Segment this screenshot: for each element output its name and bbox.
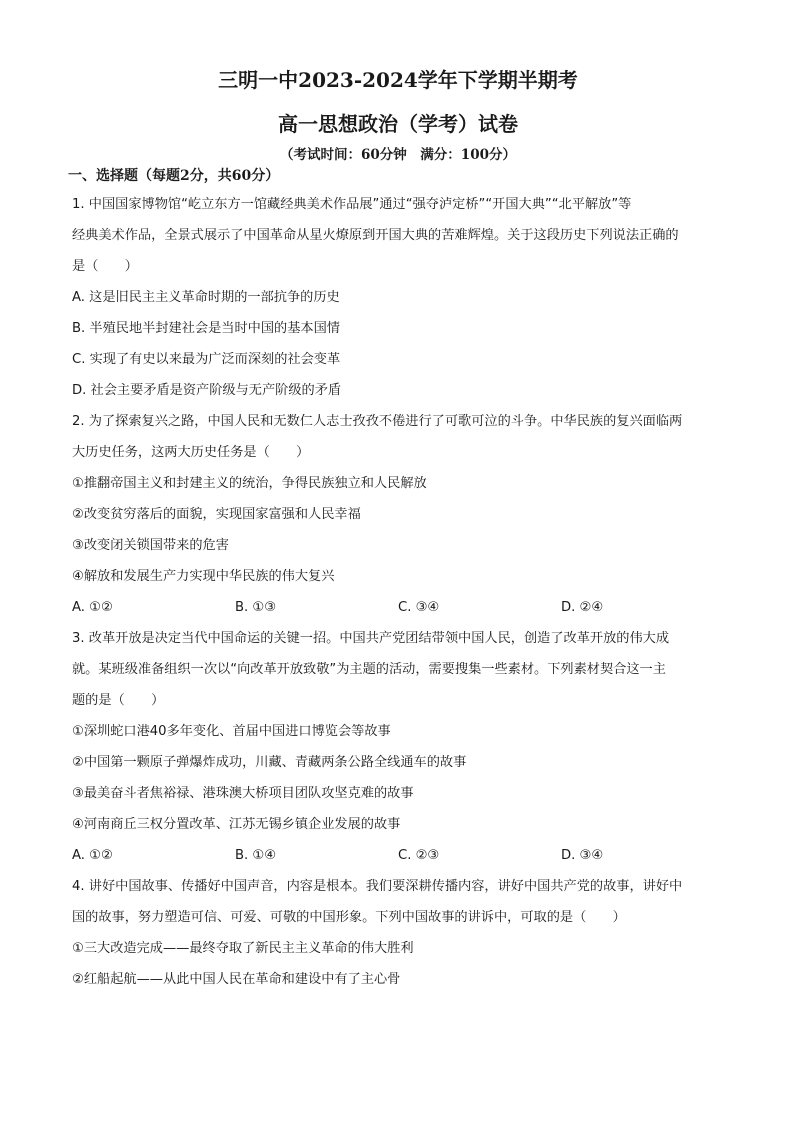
option-a: A. 这是旧民主主义革命时期的一部抗争的历史 <box>72 290 340 305</box>
statement-2: ②红船起航——从此中国人民在革命和建设中有了主心骨 <box>72 972 401 987</box>
question-3 <box>72 623 724 871</box>
question-stem-line: 4. 讲好中国故事、传播好中国声音，内容是根本。我们要深耕传播内容，讲好中国共产党的故事，讲好中 <box>72 879 683 894</box>
choice-a: A. ①② <box>72 848 113 863</box>
exam-title-school: 三明一中2023-2024学年下学期半期考 <box>218 68 578 92</box>
choice-b: B. ①③ <box>235 600 277 615</box>
answer-choices <box>72 592 724 623</box>
choice-b: B. ①④ <box>235 848 277 863</box>
statement-3: ③改变闭关锁国带来的危害 <box>72 538 229 553</box>
choice-d: D. ②④ <box>561 600 604 615</box>
option-d: D. 社会主要矛盾是资产阶级与无产阶级的矛盾 <box>72 383 342 398</box>
section-heading-choice: 一、选择题（每题2分，共60分） <box>68 168 280 184</box>
option-b: B. 半殖民地半封建社会是当时中国的基本国情 <box>72 321 340 336</box>
question-stem-line: 2. 为了探索复兴之路，中国人民和无数仁人志士孜孜不倦进行了可歌可泣的斗争。中华民族的复兴面临两 <box>72 414 683 429</box>
question-stem-line: 经典美术作品，全景式展示了中国革命从星火燎原到开国大典的苦难辉煌。关于这段历史下列说法正确的 <box>72 228 679 243</box>
question-2 <box>72 406 724 623</box>
choice-c: C. ②③ <box>398 848 440 863</box>
statement-4: ④解放和发展生产力实现中华民族的伟大复兴 <box>72 569 335 584</box>
statement-4: ④河南商丘三权分置改革、江苏无锡乡镇企业发展的故事 <box>72 817 401 832</box>
question-stem-line: 题的是（ ） <box>72 693 165 708</box>
option-c: C. 实现了有史以来最为广泛而深刻的社会变革 <box>72 352 341 367</box>
question-1 <box>72 189 724 406</box>
choice-d: D. ③④ <box>561 848 604 863</box>
statement-3: ③最美奋斗者焦裕禄、港珠澳大桥项目团队攻坚克难的故事 <box>72 786 414 801</box>
question-stem-line: 1. 中国国家博物馆“屹立东方一馆藏经典美术作品展”通过“强夺泸定桥”“开国大典”“北平解放”等 <box>72 197 632 212</box>
answer-choices <box>72 840 724 871</box>
question-stem-line: 国的故事，努力塑造可信、可爱、可敬的中国形象。下列中国故事的讲诉中，可取的是（ ） <box>72 910 626 925</box>
question-stem-line: 是（ ） <box>72 259 138 274</box>
choice-a: A. ①② <box>72 600 113 615</box>
exam-time-score: （考试时间：60分钟 满分：100分） <box>280 147 516 163</box>
statement-1: ①深圳蛇口港40多年变化、首届中国进口博览会等故事 <box>72 724 391 739</box>
statement-1: ①三大改造完成——最终夺取了新民主主义革命的伟大胜利 <box>72 941 414 956</box>
question-stem-line: 3. 改革开放是决定当代中国命运的关键一招。中国共产党团结带领中国人民，创造了改革开放的伟大成 <box>72 631 670 646</box>
question-stem-line: 就。某班级准备组织一次以“向改革开放致敬”为主题的活动，需要搜集一些素材。下列素材契合这一主 <box>72 662 666 677</box>
statement-1: ①推翻帝国主义和封建主义的统治，争得民族独立和人民解放 <box>72 476 427 491</box>
statement-2: ②改变贫穷落后的面貌，实现国家富强和人民幸福 <box>72 507 361 522</box>
choice-c: C. ③④ <box>398 600 440 615</box>
question-stem-line: 大历史任务，这两大历史任务是（ ） <box>72 445 310 460</box>
question-4 <box>72 871 724 995</box>
exam-title-subject: 高一思想政治（学考）试卷 <box>278 112 518 136</box>
statement-2: ②中国第一颗原子弹爆炸成功，川藏、青藏两条公路全线通车的故事 <box>72 755 467 770</box>
